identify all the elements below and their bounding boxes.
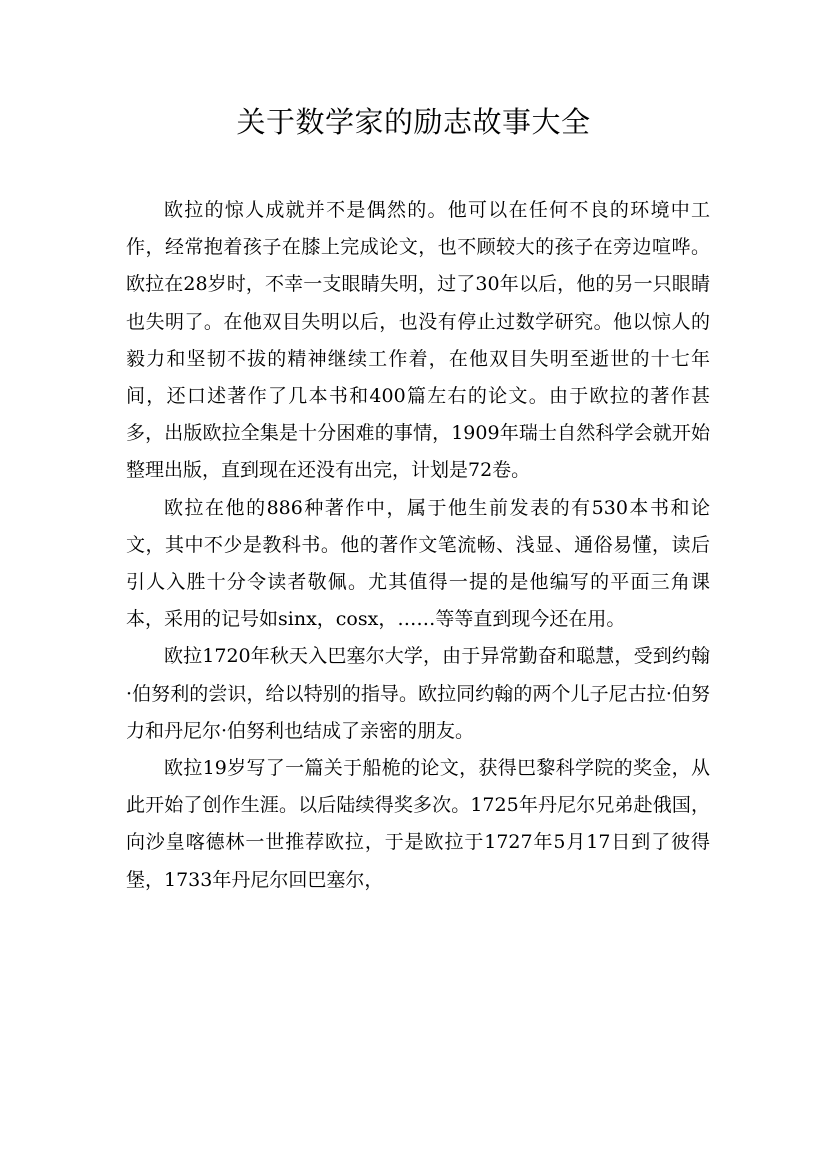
paragraph-2: 欧拉在他的886种著作中，属于他生前发表的有530本书和论文，其中不少是教科书。他的著作文笔流畅、浅显、通俗易懂，读后引人入胜十分令读者敬佩。尤其值得一提的是他编写的平面三角课本，采用的记号如sinx，cosx，……等等直到现今还在用。 [126,496,710,631]
paragraph-1: 欧拉的惊人成就并不是偶然的。他可以在任何不良的环境中工作，经常抱着孩子在膝上完成论文，也不顾较大的孩子在旁边喧哗。欧拉在28岁时，不幸一支眼睛失明，过了30年以后，他的另一只眼睛也失明了。在他双目失明以后，也没有停止过数学研究。他以惊人的毅力和坚韧不拔的精神继续工作着，在他双目失明至逝世的十七年间，还口述著作了几本书和400篇左右的论文。由于欧拉的著作甚多，出版欧拉全集是十分困难的事情，1909年瑞士自然科学会就开始整理出版，直到现在还没有出完，计划是72卷。 [126,199,710,482]
document-body [126,192,710,899]
paragraph-3: 欧拉1720年秋天入巴塞尔大学，由于异常勤奋和聪慧，受到约翰·伯努利的尝识，给以特别的指导。欧拉同约翰的两个儿子尼古拉·伯努力和丹尼尔·伯努利也结成了亲密的朋友。 [126,645,710,742]
document-title: 关于数学家的励志故事大全 [236,105,591,139]
paragraph-4: 欧拉19岁写了一篇关于船桅的论文，获得巴黎科学院的奖金，从此开始了创作生涯。以后陆续得奖多次。1725年丹尼尔兄弟赴俄国，向沙皇喀德林一世推荐欧拉，于是欧拉于1727年5月17日到了彼得堡，1733年丹尼尔回巴塞尔， [126,757,710,891]
